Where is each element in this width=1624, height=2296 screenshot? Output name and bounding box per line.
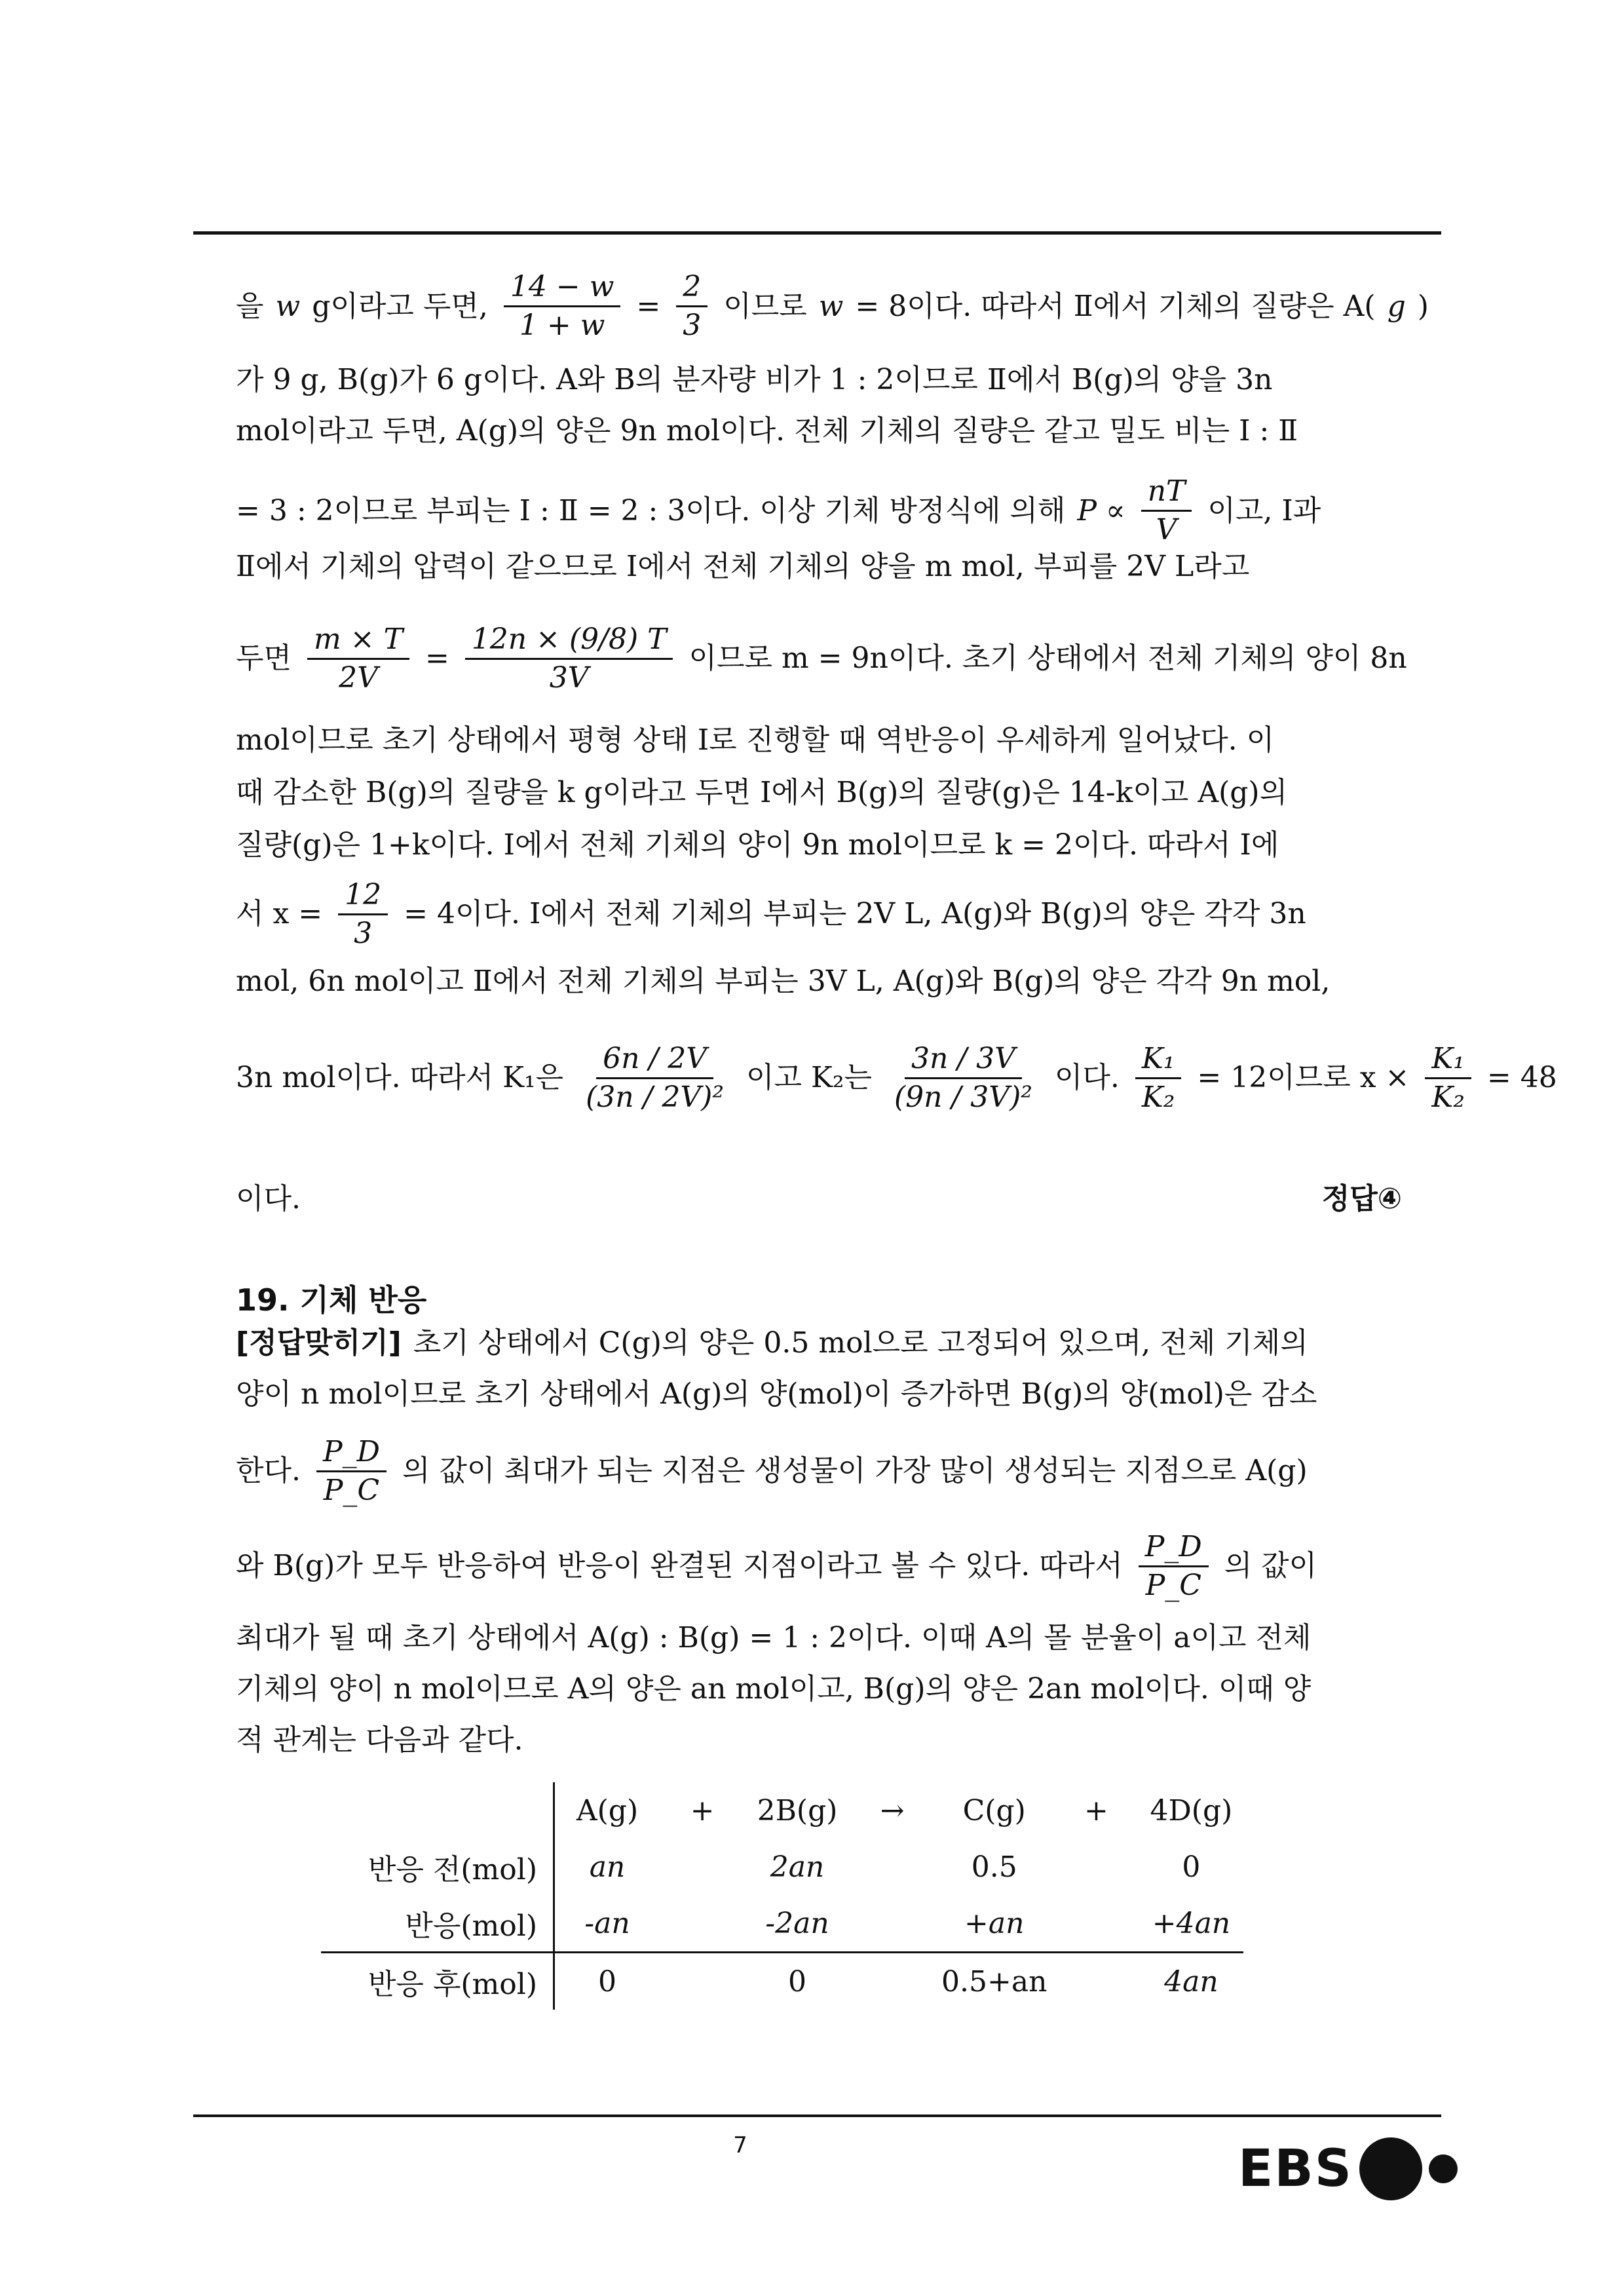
fraction-nT-V xyxy=(1141,473,1192,548)
table-row xyxy=(321,1953,1243,2010)
l1-t12: ) xyxy=(1417,289,1429,323)
l12a: 3n mol이다. 따라서 K₁은 xyxy=(236,1061,564,1094)
logo-small-dot-icon xyxy=(1429,2154,1458,2183)
text-line-2 xyxy=(236,360,1402,400)
l13: 이다. xyxy=(236,1182,301,1215)
l12-r-den: K₂ xyxy=(1141,1080,1175,1114)
s5: 최대가 될 때 초기 상태에서 A(g) : B(g) = 1 : 2이다. 이때 A의 몰 분율이 a이고 전체 xyxy=(236,1621,1312,1655)
fraction-mT-2V xyxy=(307,621,409,697)
l10-den: 3 xyxy=(354,916,373,950)
fraction-k2 xyxy=(888,1041,1039,1116)
table-header-row xyxy=(321,1782,1243,1839)
table-cell xyxy=(1053,1953,1139,2010)
s2: 양이 n mol이므로 초기 상태에서 A(g)의 양(mol)이 증가하면 B(g)의 양(mol)은 감소 xyxy=(236,1377,1317,1411)
section-line-6 xyxy=(236,1670,1402,1709)
text-line-4 xyxy=(236,473,1402,548)
table-cell: 0 xyxy=(745,1953,850,2010)
s1: 초기 상태에서 C(g)의 양은 0.5 mol으로 고정되어 있으며, 전체 기체의 xyxy=(413,1326,1308,1360)
table-cell xyxy=(1053,1895,1139,1953)
l1-t2: g이라고 두면, xyxy=(312,289,488,323)
l12-k2-num: 3n / 3V xyxy=(905,1041,1022,1079)
l1-t10: = 8이다. 따라서 Ⅱ에서 기체의 질량은 A( xyxy=(855,289,1376,323)
text-line-7 xyxy=(236,721,1402,760)
s4-num: P_D xyxy=(1139,1529,1209,1567)
s3-num: P_D xyxy=(316,1434,387,1472)
l12c: 이다. xyxy=(1054,1061,1120,1094)
l1-frac2-num: 2 xyxy=(676,269,708,307)
row-label: 반응 후(mol) xyxy=(321,1953,554,2010)
text-line-10 xyxy=(236,878,1402,950)
bottom-rule xyxy=(193,2114,1441,2117)
table-cell: 0 xyxy=(554,1953,660,2010)
l1-frac1-den: 1 + w xyxy=(519,309,605,342)
s3-den: P_C xyxy=(323,1473,380,1507)
l12-r2-num: K₁ xyxy=(1425,1041,1471,1079)
text-line-1 xyxy=(236,269,1429,344)
header-cell xyxy=(321,1782,554,1839)
fraction-12-3 xyxy=(338,877,388,952)
table-cell xyxy=(1053,1839,1139,1895)
l4b: P ∝ xyxy=(1077,493,1125,527)
answer-check-label: [정답맞히기] xyxy=(236,1326,402,1360)
text-line-11 xyxy=(236,962,1402,1001)
s6: 기체의 양이 n mol이므로 A의 양은 an mol이고, B(g)의 양은 2an mol이다. 이때 양 xyxy=(236,1672,1312,1706)
logo-large-dot-icon xyxy=(1359,2137,1422,2200)
table-cell: 2an xyxy=(770,1850,825,1884)
l1-t0: 을 xyxy=(236,289,264,323)
s3b: 의 값이 최대가 되는 지점은 생성물이 가장 많이 생성되는 지점으로 A(g) xyxy=(402,1454,1308,1487)
table-cell: 0 xyxy=(1182,1850,1201,1884)
header-cell: → xyxy=(880,1793,905,1827)
section-line-1 xyxy=(236,1324,1402,1363)
table-cell: an xyxy=(589,1850,626,1884)
ebs-logo xyxy=(1238,2137,1458,2200)
l11: mol, 6n mol이고 Ⅱ에서 전체 기체의 부피는 3V L, A(g)와 B(g)의 양은 각각 9n mol, xyxy=(236,965,1331,998)
text-line-9 xyxy=(236,826,1402,865)
table-cell: -2an xyxy=(765,1906,829,1940)
stoichiometry-table xyxy=(321,1782,1243,2010)
l9: 질량(g)은 1+k이다. Ⅰ에서 전체 기체의 양이 9n mol이므로 k = 2이다. 따라서 Ⅰ에 xyxy=(236,828,1279,862)
fraction-2-3 xyxy=(676,269,708,344)
fraction-pd-pc xyxy=(316,1434,387,1509)
fraction-12n-3V xyxy=(465,621,673,697)
l6-eq: = xyxy=(425,641,449,675)
l1-frac2-den: 3 xyxy=(683,309,702,342)
text-line-13 xyxy=(236,1179,1402,1219)
table-cell xyxy=(850,1953,935,2010)
l1-frac1-num: 14 − w xyxy=(504,269,621,307)
l12-r2-den: K₂ xyxy=(1431,1080,1465,1114)
text-line-8 xyxy=(236,773,1402,813)
l10a: 서 x = xyxy=(236,897,323,930)
section-line-7 xyxy=(236,1721,1402,1760)
table-row xyxy=(321,1895,1243,1953)
l12-k1-num: 6n / 2V xyxy=(596,1041,713,1079)
table-cell xyxy=(850,1839,935,1895)
table-cell: 4an xyxy=(1139,1953,1243,2010)
s4-den: P_C xyxy=(1145,1568,1201,1602)
text-line-6 xyxy=(236,609,1407,708)
s3a: 한다. xyxy=(236,1454,301,1487)
l1-var-w: w xyxy=(275,289,301,323)
table-cell: 0.5+an xyxy=(935,1953,1053,2010)
section-line-5 xyxy=(236,1618,1402,1658)
ebs-logo-text: EBS xyxy=(1238,2139,1353,2198)
s7: 적 관계는 다음과 같다. xyxy=(236,1723,523,1757)
l7: mol이므로 초기 상태에서 평형 상태 Ⅰ로 진행할 때 역반응이 우세하게 일어났다. 이 xyxy=(236,723,1275,757)
l6-frac2-den: 3V xyxy=(549,660,589,695)
header-cell: 4D(g) xyxy=(1150,1793,1233,1827)
l1-eq: = xyxy=(636,289,661,323)
fraction-k1-k2-b xyxy=(1425,1041,1471,1116)
l4d: 이고, Ⅰ과 xyxy=(1207,493,1321,527)
table-row xyxy=(321,1839,1243,1895)
section-line-2 xyxy=(236,1375,1402,1414)
s4b: 의 값이 xyxy=(1224,1549,1317,1582)
fraction-k1-k2 xyxy=(1135,1041,1182,1116)
l5: Ⅱ에서 기체의 압력이 같으므로 Ⅰ에서 전체 기체의 양을 m mol, 부피를 2V L라고 xyxy=(236,550,1250,583)
l1-g: g xyxy=(1387,289,1406,323)
answer-label: 정답④ xyxy=(1321,1182,1402,1215)
s4a: 와 B(g)가 모두 반응하여 반응이 완결된 지점이라고 볼 수 있다. 따라서 xyxy=(236,1549,1123,1582)
table-cell xyxy=(660,1895,745,1953)
l4c-den: V xyxy=(1156,513,1177,546)
header-cell: + xyxy=(690,1793,715,1827)
l10-num: 12 xyxy=(338,877,388,915)
table-cell xyxy=(660,1839,745,1895)
l4a: = 3 : 2이므로 부피는 Ⅰ : Ⅱ = 2 : 3이다. 이상 기체 방정식에 의해 xyxy=(236,493,1066,527)
header-cell: A(g) xyxy=(576,1793,639,1827)
table-cell: +4an xyxy=(1152,1906,1231,1940)
page-number: 7 xyxy=(733,2132,747,2158)
row-label: 반응 전(mol) xyxy=(321,1839,554,1895)
l6-frac1-num: m × T xyxy=(307,621,409,660)
l12-k2-den: (9n / 3V)² xyxy=(894,1080,1032,1114)
table-cell xyxy=(660,1953,745,2010)
l8: 때 감소한 B(g)의 질량을 k g이라고 두면 Ⅰ에서 B(g)의 질량(g)은 14-k이고 A(g)의 xyxy=(236,776,1288,809)
l12-k1-den: (3n / 2V)² xyxy=(586,1080,724,1114)
fraction-14-w xyxy=(504,269,621,344)
section-line-3 xyxy=(236,1432,1402,1510)
table-cell: +an xyxy=(964,1906,1025,1940)
row-label: 반응(mol) xyxy=(321,1895,554,1953)
l10b: = 4이다. Ⅰ에서 전체 기체의 부피는 2V L, A(g)와 B(g)의 양은 각각 3n xyxy=(404,897,1306,930)
l12-r-num: K₁ xyxy=(1135,1041,1182,1079)
header-cell: C(g) xyxy=(962,1793,1026,1827)
table-cell: 0.5 xyxy=(971,1850,1017,1884)
l6b: 이므로 m = 9n이다. 초기 상태에서 전체 기체의 양이 8n xyxy=(689,641,1407,675)
fraction-k1 xyxy=(579,1041,730,1116)
header-cell: 2B(g) xyxy=(757,1793,838,1827)
table-cell: -an xyxy=(584,1906,630,1940)
l4c-num: nT xyxy=(1141,473,1192,512)
l12d: = 12이므로 x × xyxy=(1197,1061,1410,1094)
l3: mol이라고 두면, A(g)의 양은 9n mol이다. 전체 기체의 질량은 같고 밀도 비는 Ⅰ : Ⅱ xyxy=(236,414,1298,448)
l12e: = 48 xyxy=(1486,1061,1557,1094)
l1-t8: 이므로 xyxy=(723,289,807,323)
l1-var-w2: w xyxy=(818,289,844,323)
text-line-12 xyxy=(236,1012,1557,1143)
header-cell: + xyxy=(1084,1793,1108,1827)
l2: 가 9 g, B(g)가 6 g이다. A와 B의 분자량 비가 1 : 2이므로 Ⅱ에서 B(g)의 양을 3n xyxy=(236,363,1273,396)
section-heading: 19. 기체 반응 xyxy=(236,1282,427,1318)
l6-frac1-den: 2V xyxy=(339,660,378,695)
l6a: 두면 xyxy=(236,641,292,675)
text-line-3 xyxy=(236,411,1402,451)
text-line-5 xyxy=(236,547,1402,586)
top-rule xyxy=(193,231,1441,235)
section-line-4 xyxy=(236,1527,1402,1605)
l12b: 이고 K₂는 xyxy=(746,1061,872,1094)
table-cell xyxy=(850,1895,935,1953)
fraction-pd-pc-2 xyxy=(1139,1529,1209,1604)
l6-frac2-num: 12n × (9/8) T xyxy=(465,621,673,660)
